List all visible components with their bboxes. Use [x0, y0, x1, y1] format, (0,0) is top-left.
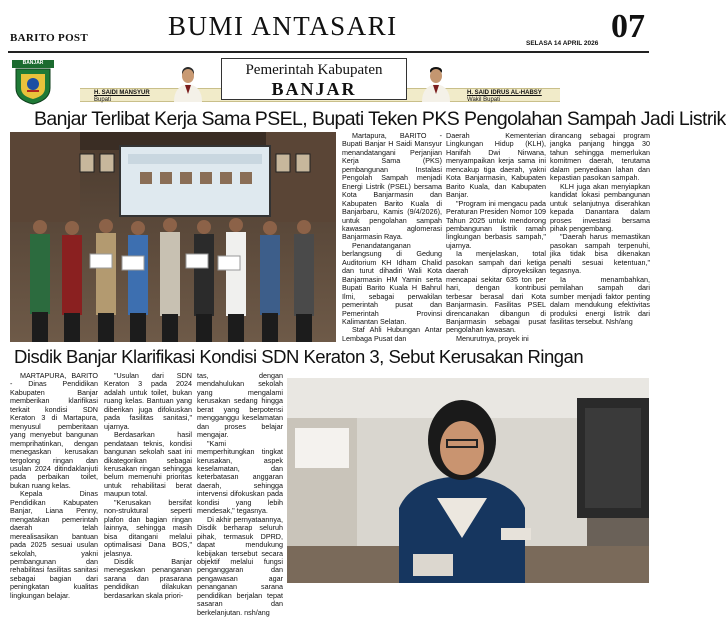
government-banner: [8, 58, 649, 106]
issue-date: SELASA 14 APRIL 2026: [526, 40, 599, 47]
article-2-column-1: [10, 372, 98, 600]
paragraph: "Daerah harus memastikan pasokan sampah terpenuhi, jika tidak bisa dikenakan penalti sesuai ketentuan," tegasnya.: [550, 232, 650, 276]
paragraph: KLH juga akan menyiapkan kandidat lokasi pembangunan untuk selanjutnya diserahkan kepada Danantara dalam proses investasi bersama pihak pengembang.: [550, 181, 650, 233]
article-1-column-2: [446, 132, 546, 343]
section-name: BARITO POST: [10, 32, 88, 44]
article-1-column-3: [550, 132, 650, 326]
paragraph: Daerah Kementerian Lingkungan Hidup (KLH), Hanifah Dwi Nirwana, menyampaikan kerja sama ini mencakup tiga daerah, yakni Kota Banjarmasin, Kabupaten Barito Kuala, dan Kabupaten Banjar.: [446, 131, 546, 200]
regent-portrait: [170, 62, 206, 102]
paragraph: Kepala Dinas Pendidikan Kabupaten Banjar, Liana Penny, mengatakan pemerintah daerah telah merealisasikan bantuan pada 2025 sesuai usulan sekolah, yakni pembangunan dan rehabilitasi fasilitas sanitasi sebagai bagian dari peningkatan kualitas lingkungan belajar.: [10, 489, 98, 600]
article-1-column-1: [342, 132, 442, 343]
paragraph: Martapura, BARITO - Bupati Banjar H Saidi Mansyur menandatangani Perjanjian Kerja Sama (PKS) pembangunan Instalasi Pengolah Sampah menjadi Energi Listrik (PSEL) bersama Kota Banjarmasin dan Kabupaten Barito Kuala di Banjarbaru, Kamis (9/4/2026), untuk pengolahan sampah kawasan aglomerasi Banjarmasin Raya.: [342, 131, 442, 242]
government-line-1: Pemerintah Kabupaten: [245, 62, 383, 78]
paragraph: "Program ini mengacu pada Peraturan Presiden Nomor 109 Tahun 2025 untuk mendorong pembangunan listrik ramah lingkungan berbasis sampah," ujarnya.: [446, 198, 546, 250]
masthead-rule: [8, 51, 649, 53]
paragraph: MARTAPURA, BARITO - Dinas Pendidikan Kabupaten Banjar memberikan klarifikasi terkait kondisi SDN Keraton 3 di Martapura, menyusul pemberitaan yang menyebut bangunan memprihatinkan, dengan menegaskan kerusakan tergolong ringan dan usulan 2024 ditindaklanjuti pada perbaikan toilet, bukan ruang kelas.: [10, 371, 98, 490]
regent-name: H. SAIDI MANSYUR: [94, 90, 150, 96]
government-title-box: [221, 58, 407, 100]
article-2-column-2: [104, 372, 192, 600]
article-1-headline: Banjar Terlibat Kerja Sama PSEL, Bupati Teken PKS Pengolahan Sampah Jadi Listrik: [34, 108, 726, 130]
article-2-photo: [287, 378, 649, 583]
vice-regent-portrait: [418, 62, 454, 102]
paragraph: Ia menjelaskan, total pasokan sampah dari ketiga daerah diproyeksikan mencapai sekitar 635 ton per hari, dengan kontribusi terbesar berasal dari Kota Banjarmasin. Fasilitas PSEL direncanakan dibangun di Banjarmasin sebagai pusat pengolahan kawasan.: [446, 249, 546, 335]
paragraph: Penandatanganan berlangsung di Gedung Auditorium KH Idham Chalid dan turut dihadiri Wali Kota Banjarmasin HM Yamin serta Bupati Barito Kuala H Bahrul Ilmi, sebagai perwakilan pemerintah pusat dan Pemerintah Provinsi Kalimantan Selatan.: [342, 240, 442, 326]
paragraph: Staf Ahli Hubungan Antar Lembaga Pusat dan: [342, 325, 442, 343]
article-1-photo: [10, 132, 336, 342]
masthead: [0, 0, 657, 50]
article-2-column-3: [197, 372, 283, 617]
paragraph: Disdik Banjar menegaskan penanganan sarana dan prasarana pendidikan dilakukan berdasarkan skala priori-: [104, 556, 192, 600]
paragraph: Menurutnya, proyek ini: [456, 333, 529, 343]
page-title: BUMI ANTASARI: [168, 11, 398, 41]
vice-regent-caption: [467, 90, 542, 104]
regency-crest-icon: [12, 60, 46, 100]
crest-label: BANJAR: [12, 60, 54, 66]
paragraph: Berdasarkan hasil pendataan teknis, kondisi bangunan sekolah saat ini dikategorikan sebagai kerusakan ringan sehingga belum memenuhi prioritas untuk rehabilitasi berat maupun total.: [104, 430, 192, 499]
paragraph: tas, dengan mendahulukan sekolah yang mengalami kerusakan sedang hingga berat yang berpotensi mengganggu keselamatan dan proses belajar mengajar.: [197, 371, 283, 440]
paragraph: Di akhir pernyataannya, Disdik berharap seluruh pihak, termasuk DPRD, dapat mendukung kebijakan tersebut secara objektif melalui fungsi penganggaran dan pengawasan agar penanganan sarana pendidikan berjalan tepat sasaran dan berkelanjutan. nsh/ang: [197, 514, 283, 617]
page-number: 07: [611, 8, 645, 45]
regent-role: Bupati: [94, 97, 112, 103]
paragraph: "Kami memperhitungkan tingkat kerusakan, aspek keselamatan, dan keterbatasan anggaran daerah, sehingga intervensi difokuskan pada kondisi yang lebih mendesak," tegasnya.: [197, 438, 283, 516]
vice-regent-role: Wakil Bupati: [467, 97, 501, 103]
article-2-headline: Disdik Banjar Klarifikasi Kondisi SDN Keraton 3, Sebut Kerusakan Ringan: [14, 346, 584, 367]
paragraph: "Kerusakan bersifat non-struktural seperti plafon dan bagian ringan lainnya, sehingga masih bisa ditangani melalui optimalisasi Dana BOS," jelasnya.: [104, 497, 192, 558]
government-line-2: BANJAR: [271, 79, 357, 99]
vice-regent-name: H. SAID IDRUS AL-HABSY: [467, 90, 542, 96]
paragraph: Ia menambahkan, pemilahan sampah dari sumber menjadi faktor penting dalam mendukung efektivitas produksi energi listrik dari fasilitas tersebut. Nsh/ang: [550, 274, 650, 326]
paragraph: "Usulan dari SDN Keraton 3 pada 2024 adalah untuk toilet, bukan ruang kelas. Bantuan yang diberikan juga difokuskan pada fasilitas sanitasi," ujarnya.: [104, 371, 192, 431]
paragraph: dirancang sebagai program jangka panjang hingga 30 tahun sehingga memerlukan komitmen daerah, terutama dalam penyediaan lahan dan kepastian pasokan sampah.: [550, 131, 650, 183]
regent-caption: [94, 90, 150, 104]
